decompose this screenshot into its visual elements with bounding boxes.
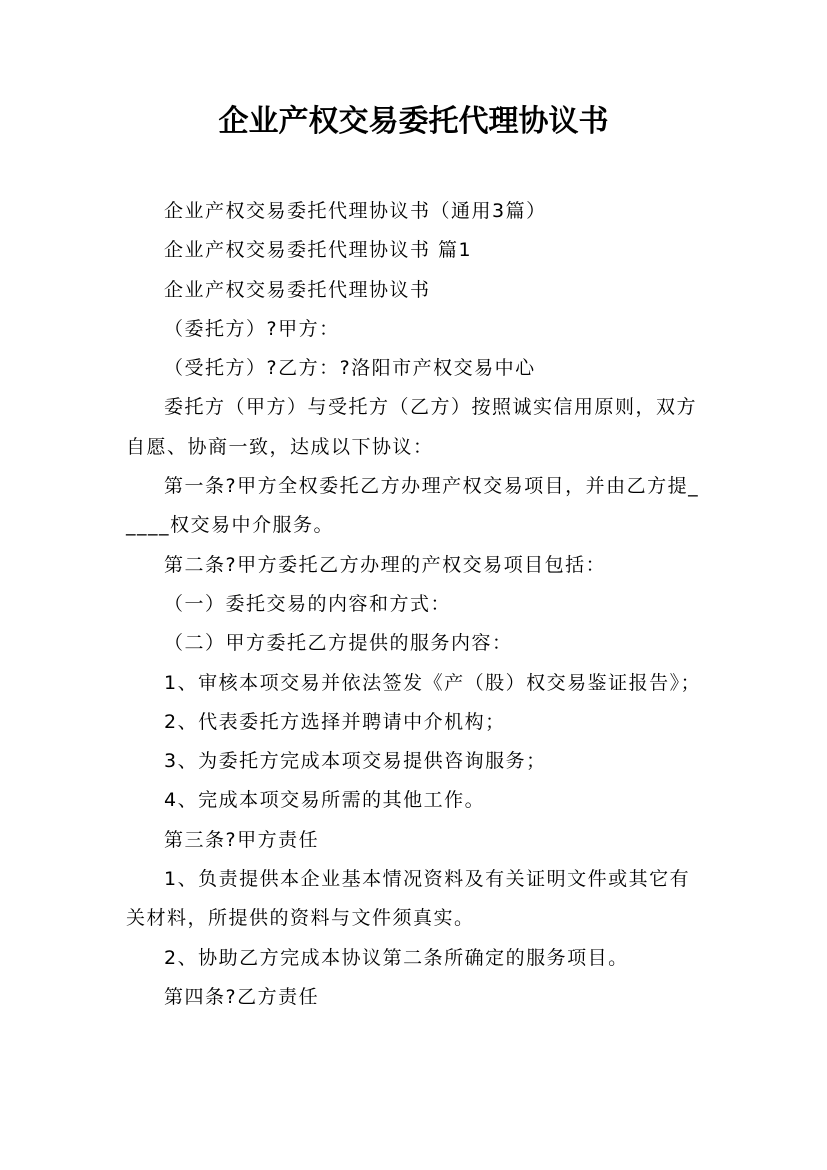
paragraph-duty-a-1: 1、负责提供本企业基本情况资料及有关证明文件或其它有关材料，所提供的资料与文件须真实。 [126, 868, 691, 930]
document-title: 企业产权交易委托代理协议书 [218, 104, 609, 139]
paragraph-article-1: 第一条?甲方全权委托乙方办理产权交易项目，并由乙方提_____权交易中介服务。 [126, 475, 700, 537]
paragraph-party-b: （受托方）?乙方：?洛阳市产权交易中心 [164, 357, 536, 380]
paragraph-duty-a-2: 2、协助乙方完成本协议第二条所确定的服务项目。 [164, 946, 629, 969]
paragraph-doc-name: 企业产权交易委托代理协议书 [164, 278, 431, 301]
document-body [126, 192, 706, 1017]
paragraph-service-2: 2、代表委托方选择并聘请中介机构； [164, 710, 506, 733]
paragraph-service-3: 3、为委托方完成本项交易提供咨询服务； [164, 750, 547, 773]
paragraph-party-a: （委托方）?甲方： [164, 317, 340, 340]
paragraph-article-3: 第三条?甲方责任 [164, 828, 320, 851]
paragraph-service-1: 1、审核本项交易并依法签发《产（股）权交易鉴证报告》； [164, 671, 702, 694]
paragraph-article-2-item-2: （二）甲方委托乙方提供的服务内容： [164, 632, 513, 655]
paragraph-article-2-item-1: （一）委托交易的内容和方式： [164, 592, 452, 615]
paragraph-preamble: 委托方（甲方）与受托方（乙方）按照诚实信用原则，双方自愿、协商一致，达成以下协议： [126, 396, 698, 458]
paragraph-article-2: 第二条?甲方委托乙方办理的产权交易项目包括： [164, 553, 607, 576]
paragraph-article-4: 第四条?乙方责任 [164, 985, 320, 1008]
paragraph-section-heading: 企业产权交易委托代理协议书 篇1 [164, 239, 473, 262]
paragraph-subtitle: 企业产权交易委托代理协议书（通用3篇） [164, 200, 547, 222]
paragraph-service-4: 4、完成本项交易所需的其他工作。 [164, 789, 486, 812]
